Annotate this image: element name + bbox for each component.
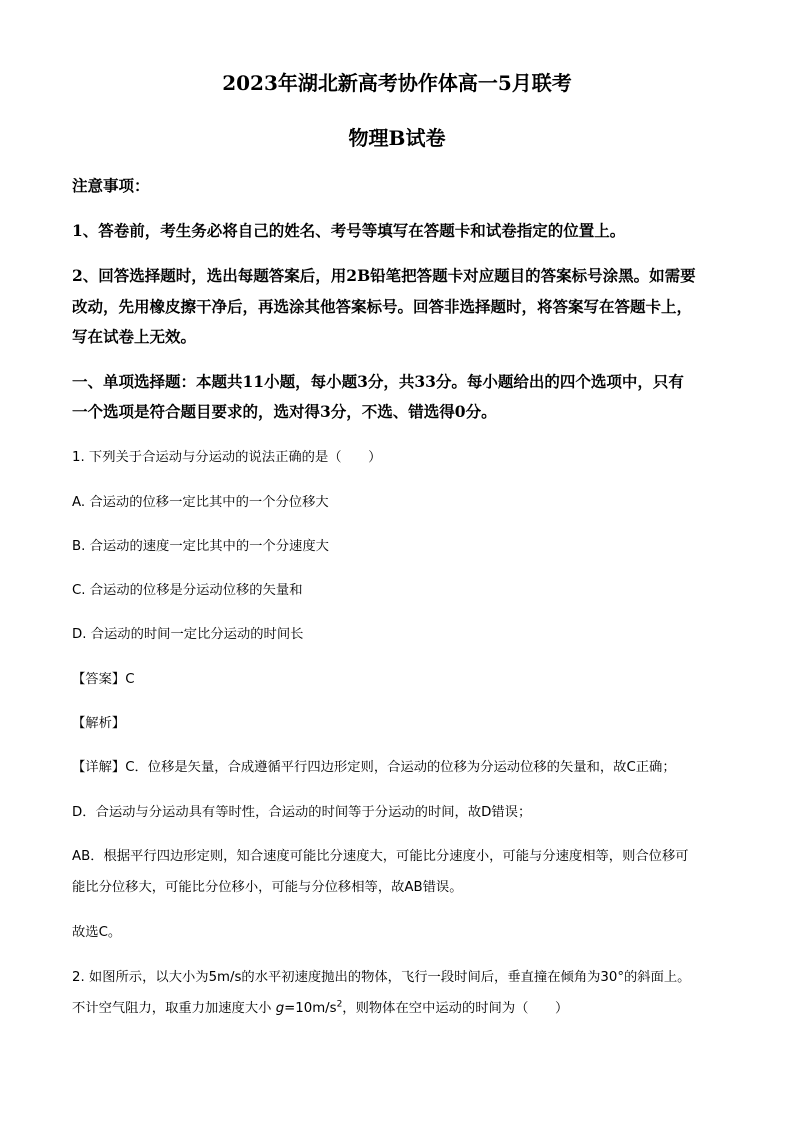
q2-line2-pre: 不计空气阻力，取重力加速度大小 <box>72 1001 272 1016</box>
notice-item-2-line-3: 写在试卷上无效。 <box>72 327 197 346</box>
question-1-analysis-tag: 【解析】 <box>72 716 126 731</box>
answer-tag: 【答案】 <box>72 672 126 687</box>
question-1-detail-c <box>72 761 676 774</box>
question-1-detail-ab-line-2: 能比分位移大，可能比分位移小，可能与分位移相等，故AB错误。 <box>72 880 463 895</box>
notice-item-2-line-1: 2、回答选择题时，选出每题答案后，用2B铅笔把答题卡对应题目的答案标号涂黑。如需要 <box>72 266 696 285</box>
answer-value: C <box>125 672 135 687</box>
gravity-value: =10m/s <box>284 1001 337 1016</box>
notice-item-1: 1、答卷前，考生务必将自己的姓名、考号等填写在答题卡和试卷指定的位置上。 <box>72 221 626 240</box>
question-1-option-d: D. 合运动的时间一定比分运动的时间长 <box>72 627 304 642</box>
detail-c-text: C．位移是矢量，合成遵循平行四边形定则，合运动的位移为分运动位移的矢量和，故C正确； <box>125 760 676 775</box>
question-1-conclusion: 故选C。 <box>72 925 122 940</box>
question-1-option-a: A. 合运动的位移一定比其中的一个分位移大 <box>72 495 329 510</box>
question-1-option-c: C. 合运动的位移是分运动位移的矢量和 <box>72 583 303 598</box>
question-1-stem: 1. 下列关于合运动与分运动的说法正确的是（ ） <box>72 450 382 465</box>
question-1-detail-d: D．合运动与分运动具有等时性，合运动的时间等于分运动的时间，故D错误； <box>72 805 532 820</box>
question-2-stem-line-2 <box>72 999 569 1016</box>
gravity-symbol: g <box>275 1001 285 1016</box>
question-1-answer <box>72 673 134 686</box>
question-2-stem-line-1: 2. 如图所示，以大小为5m/s的水平初速度抛出的物体，飞行一段时间后，垂直撞在倾角为30°的斜面上。 <box>72 970 691 985</box>
section-heading-line-2: 一个选项是符合题目要求的，选对得3分，不选、错选得0分。 <box>72 402 497 421</box>
notice-heading: 注意事项： <box>72 176 150 195</box>
question-1-option-b: B. 合运动的速度一定比其中的一个分速度大 <box>72 539 329 554</box>
notice-item-2-line-2: 改动，先用橡皮擦干净后，再选涂其他答案标号。回答非选择题时，将答案写在答题卡上， <box>72 297 693 316</box>
detail-tag: 【详解】 <box>72 760 126 775</box>
question-1-detail-ab-line-1: AB．根据平行四边形定则，知合速度可能比分速度大，可能比分速度小，可能与分速度相等，则合位移可 <box>72 849 689 864</box>
exam-subtitle: 物理B试卷 <box>348 126 446 150</box>
exam-title: 2023年湖北新高考协作体高一5月联考 <box>222 71 572 95</box>
section-heading-line-1: 一、单项选择题：本题共11小题，每小题3分，共33分。每小题给出的四个选项中，只有 <box>72 372 684 391</box>
q2-line2-post: ，则物体在空中运动的时间为（ ） <box>342 1001 569 1016</box>
gravity-exponent: 2 <box>336 999 343 1010</box>
